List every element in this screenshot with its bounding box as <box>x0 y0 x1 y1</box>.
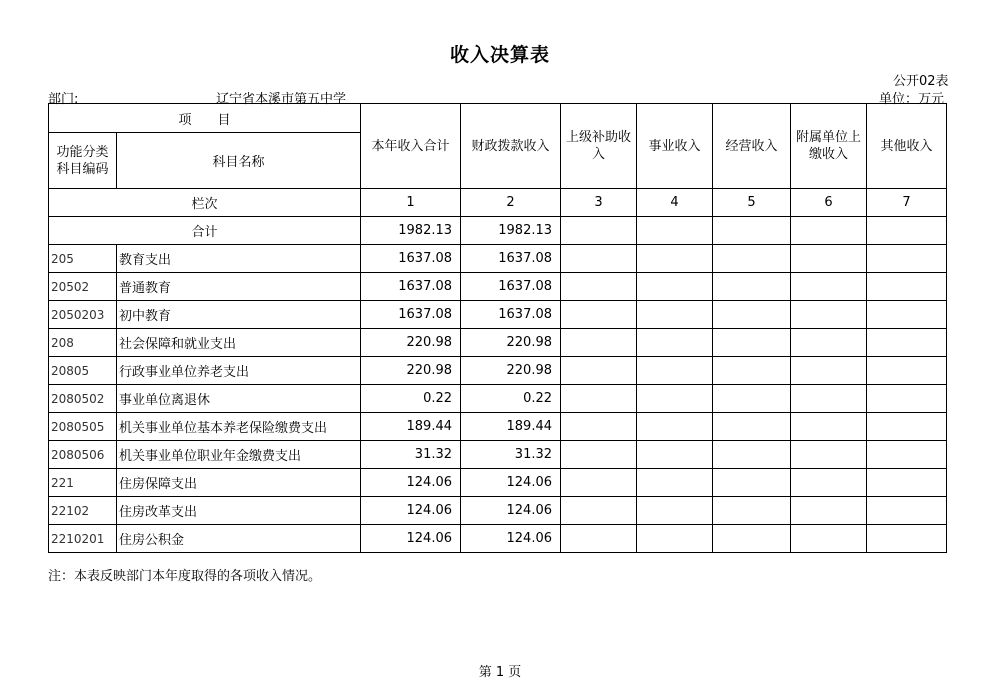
superior-subsidy-value <box>561 469 637 497</box>
fiscal-income-value: 1637.08 <box>461 273 561 301</box>
subject-name: 机关事业单位职业年金缴费支出 <box>117 441 361 469</box>
total-income-value: 124.06 <box>361 497 461 525</box>
total-row <box>49 217 947 245</box>
column-number: 7 <box>867 189 947 217</box>
table-row <box>49 357 947 385</box>
business-income-value <box>637 497 713 525</box>
header-other-income: 其他收入 <box>867 104 947 189</box>
operating-income-value <box>713 329 791 357</box>
subject-code: 2050203 <box>49 301 117 329</box>
total-income-value: 1637.08 <box>361 273 461 301</box>
subject-name: 机关事业单位基本养老保险缴费支出 <box>117 413 361 441</box>
operating-income-value <box>713 497 791 525</box>
business-income-value <box>637 329 713 357</box>
column-number: 6 <box>791 189 867 217</box>
superior-subsidy-value <box>561 385 637 413</box>
subject-name: 住房改革支出 <box>117 497 361 525</box>
business-income-value <box>637 301 713 329</box>
table-row <box>49 385 947 413</box>
affiliated-income-value <box>791 469 867 497</box>
column-number: 1 <box>361 189 461 217</box>
other-income-value <box>867 441 947 469</box>
affiliated-income-value <box>791 441 867 469</box>
fiscal-income-value: 220.98 <box>461 329 561 357</box>
header-fiscal-income: 财政拨款收入 <box>461 104 561 189</box>
other-income-value <box>867 273 947 301</box>
superior-subsidy-value <box>561 525 637 553</box>
operating-income-value <box>713 357 791 385</box>
subject-code: 2080502 <box>49 385 117 413</box>
other-income-value <box>867 245 947 273</box>
business-income-value <box>637 441 713 469</box>
total-income-value: 31.32 <box>361 441 461 469</box>
income-table <box>48 103 947 553</box>
superior-subsidy-value <box>561 245 637 273</box>
superior-subsidy-value <box>561 273 637 301</box>
affiliated-income-value <box>791 301 867 329</box>
fiscal-income-value: 124.06 <box>461 469 561 497</box>
column-index-label: 栏次 <box>49 189 361 217</box>
operating-income-value <box>713 525 791 553</box>
other-income-value <box>867 301 947 329</box>
header-superior-subsidy: 上级补助收入 <box>561 104 637 189</box>
subject-code: 2080506 <box>49 441 117 469</box>
table-row <box>49 301 947 329</box>
subject-name: 教育支出 <box>117 245 361 273</box>
other-income-value <box>867 357 947 385</box>
superior-subsidy-value <box>561 357 637 385</box>
subject-name: 住房保障支出 <box>117 469 361 497</box>
header-business-income: 事业收入 <box>637 104 713 189</box>
affiliated-income-value <box>791 357 867 385</box>
total-income-value: 220.98 <box>361 329 461 357</box>
total-income-value: 1637.08 <box>361 245 461 273</box>
affiliated-income-value <box>791 497 867 525</box>
business-income-value <box>637 385 713 413</box>
column-number: 2 <box>461 189 561 217</box>
superior-subsidy-value <box>561 413 637 441</box>
business-income-value <box>637 245 713 273</box>
other-income-value <box>867 525 947 553</box>
fiscal-income-value: 124.06 <box>461 525 561 553</box>
column-number: 3 <box>561 189 637 217</box>
subject-code: 2080505 <box>49 413 117 441</box>
subject-name: 初中教育 <box>117 301 361 329</box>
subject-name: 社会保障和就业支出 <box>117 329 361 357</box>
table-row <box>49 413 947 441</box>
total-fiscal-value: 1982.13 <box>461 217 561 245</box>
affiliated-income-value <box>791 525 867 553</box>
column-number: 5 <box>713 189 791 217</box>
business-income-value <box>637 273 713 301</box>
fiscal-income-value: 1637.08 <box>461 245 561 273</box>
department-label: 部门: <box>48 92 79 107</box>
header-affiliated-income: 附属单位上缴收入 <box>791 104 867 189</box>
table-row <box>49 441 947 469</box>
header-subject-name: 科目名称 <box>117 133 361 189</box>
table-row <box>49 329 947 357</box>
operating-income-value <box>713 441 791 469</box>
other-income-value <box>867 385 947 413</box>
subject-code: 205 <box>49 245 117 273</box>
total-income-value: 220.98 <box>361 357 461 385</box>
operating-income-value <box>713 413 791 441</box>
table-row <box>49 245 947 273</box>
superior-subsidy-value <box>561 441 637 469</box>
other-income-value <box>867 329 947 357</box>
table-row <box>49 525 947 553</box>
total-income-value: 124.06 <box>361 525 461 553</box>
operating-income-value <box>713 273 791 301</box>
subject-code: 208 <box>49 329 117 357</box>
business-income-value <box>637 357 713 385</box>
operating-income-value <box>713 469 791 497</box>
table-row <box>49 469 947 497</box>
total-income-value: 0.22 <box>361 385 461 413</box>
total-income-value: 124.06 <box>361 469 461 497</box>
affiliated-income-value <box>791 245 867 273</box>
page-title: 收入决算表 <box>449 44 550 66</box>
subject-name: 住房公积金 <box>117 525 361 553</box>
fiscal-income-value: 124.06 <box>461 497 561 525</box>
table-note: 注：本表反映部门本年度取得的各项收入情况。 <box>48 569 322 584</box>
total-income-value: 1982.13 <box>361 217 461 245</box>
subject-code: 20805 <box>49 357 117 385</box>
header-operating-income: 经营收入 <box>713 104 791 189</box>
column-number: 4 <box>637 189 713 217</box>
subject-name: 事业单位离退休 <box>117 385 361 413</box>
total-income-value: 1637.08 <box>361 301 461 329</box>
fiscal-income-value: 220.98 <box>461 357 561 385</box>
affiliated-income-value <box>791 329 867 357</box>
superior-subsidy-value <box>561 329 637 357</box>
subject-code: 20502 <box>49 273 117 301</box>
subject-code: 2210201 <box>49 525 117 553</box>
operating-income-value <box>713 301 791 329</box>
fiscal-income-value: 0.22 <box>461 385 561 413</box>
subject-name: 行政事业单位养老支出 <box>117 357 361 385</box>
subject-code: 22102 <box>49 497 117 525</box>
other-income-value <box>867 497 947 525</box>
header-function-code: 功能分类科目编码 <box>49 133 117 189</box>
affiliated-income-value <box>791 273 867 301</box>
business-income-value <box>637 525 713 553</box>
other-income-value <box>867 413 947 441</box>
form-code: 公开02表 <box>893 74 949 89</box>
affiliated-income-value <box>791 385 867 413</box>
table-row <box>49 497 947 525</box>
fiscal-income-value: 189.44 <box>461 413 561 441</box>
business-income-value <box>637 413 713 441</box>
superior-subsidy-value <box>561 497 637 525</box>
operating-income-value <box>713 385 791 413</box>
table-row <box>49 273 947 301</box>
department-name: 辽宁省本溪市第五中学 <box>216 92 347 107</box>
business-income-value <box>637 469 713 497</box>
fiscal-income-value: 1637.08 <box>461 301 561 329</box>
affiliated-income-value <box>791 413 867 441</box>
total-label: 合计 <box>49 217 361 245</box>
superior-subsidy-value <box>561 301 637 329</box>
unit-label: 单位：万元 <box>879 92 945 107</box>
header-total-income: 本年收入合计 <box>361 104 461 189</box>
total-income-value: 189.44 <box>361 413 461 441</box>
other-income-value <box>867 469 947 497</box>
subject-name: 普通教育 <box>117 273 361 301</box>
operating-income-value <box>713 245 791 273</box>
page-number: 第 1 页 <box>478 665 522 680</box>
subject-code: 221 <box>49 469 117 497</box>
header-item: 项 目 <box>49 104 361 133</box>
fiscal-income-value: 31.32 <box>461 441 561 469</box>
